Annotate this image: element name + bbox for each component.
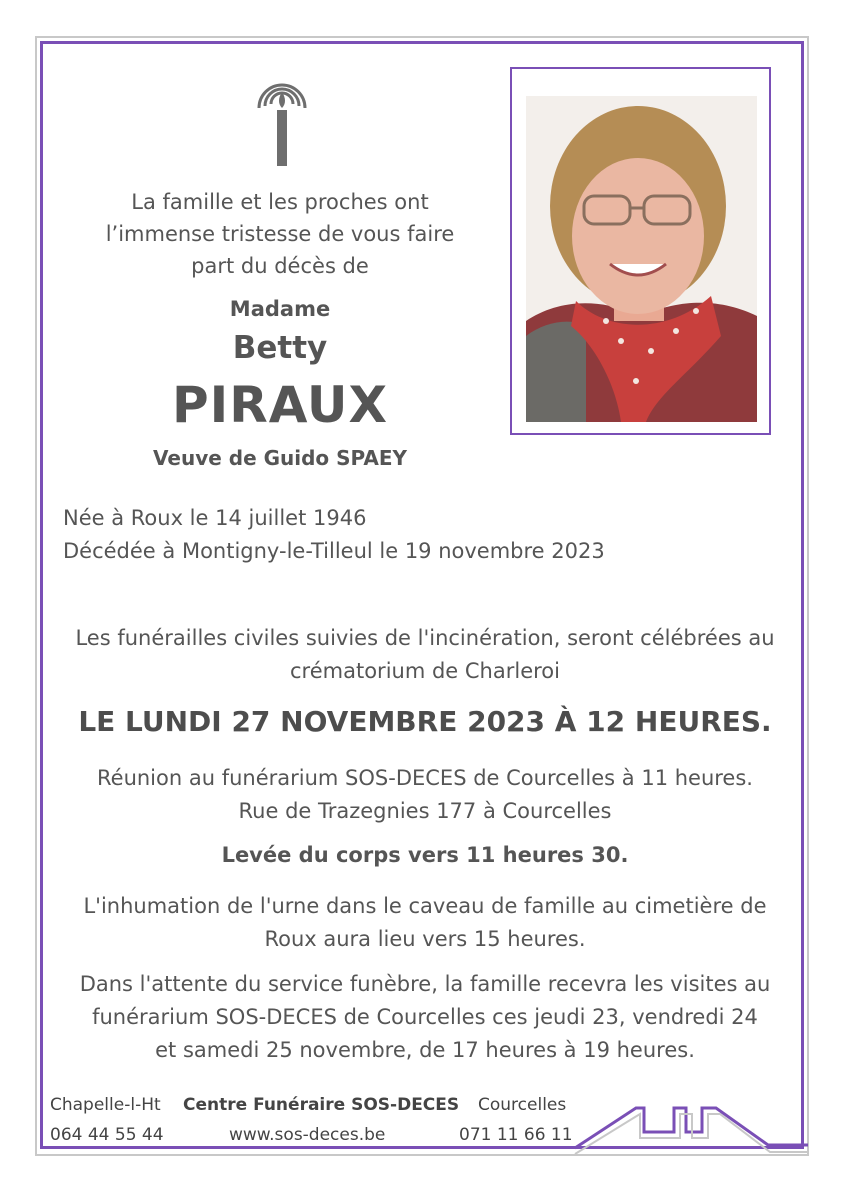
visits-line: funérarium SOS-DECES de Courcelles ces jeudi 23, vendredi 24	[92, 1005, 758, 1029]
candle-icon	[247, 62, 317, 170]
funeral-line: Les funérailles civiles suivies de l'incinération, seront célébrées au	[75, 626, 775, 650]
visits-line: Dans l'attente du service funèbre, la famille recevra les visites au	[79, 972, 771, 996]
footer-right-phone: 071 11 66 11	[459, 1125, 573, 1145]
portrait-photo	[526, 96, 757, 422]
levee-du-corps: Levée du corps vers 11 heures 30.	[221, 843, 629, 867]
funeral-line: crématorium de Charleroi	[290, 659, 560, 683]
death-date: Décédée à Montigny-le-Tilleul le 19 novembre 2023	[63, 539, 605, 563]
intro-line: l’immense tristesse de vous faire	[105, 222, 455, 246]
footer-left-location: Chapelle-l-Ht	[50, 1095, 161, 1115]
footer-right-location: Courcelles	[478, 1095, 567, 1115]
inhumation-line: L'inhumation de l'urne dans le caveau de famille au cimetière de	[83, 894, 767, 918]
footer-website[interactable]: www.sos-deces.be	[229, 1125, 386, 1145]
birth-death-dates	[63, 502, 605, 568]
birth-date: Née à Roux le 14 juillet 1946	[63, 506, 367, 530]
visits-info	[45, 968, 805, 1067]
widow-of: Veuve de Guido SPAEY	[153, 446, 407, 470]
footer-left-phone: 064 44 55 44	[50, 1125, 164, 1145]
first-name: Betty	[232, 330, 328, 366]
meeting-info	[45, 762, 805, 828]
funeral-info	[45, 622, 805, 688]
intro-line: La famille et les proches ont	[131, 190, 429, 214]
meeting-line: Rue de Trazegnies 177 à Courcelles	[238, 799, 612, 823]
ceremony-date: LE LUNDI 27 NOVEMBRE 2023 À 12 HEURES.	[78, 705, 772, 738]
inhumation-line: Roux aura lieu vers 15 heures.	[264, 927, 586, 951]
visits-line: et samedi 25 novembre, de 17 heures à 19 heures.	[155, 1038, 695, 1062]
honorific: Madame	[229, 297, 331, 321]
intro-text	[90, 186, 470, 282]
footer-company-name: Centre Funéraire SOS-DECES	[183, 1095, 460, 1115]
inhumation-info	[45, 890, 805, 956]
meeting-line: Réunion au funérarium SOS-DECES de Courcelles à 11 heures.	[97, 766, 753, 790]
photo-frame	[510, 67, 771, 435]
intro-line: part du décès de	[191, 254, 369, 278]
last-name: PIRAUX	[171, 376, 389, 434]
